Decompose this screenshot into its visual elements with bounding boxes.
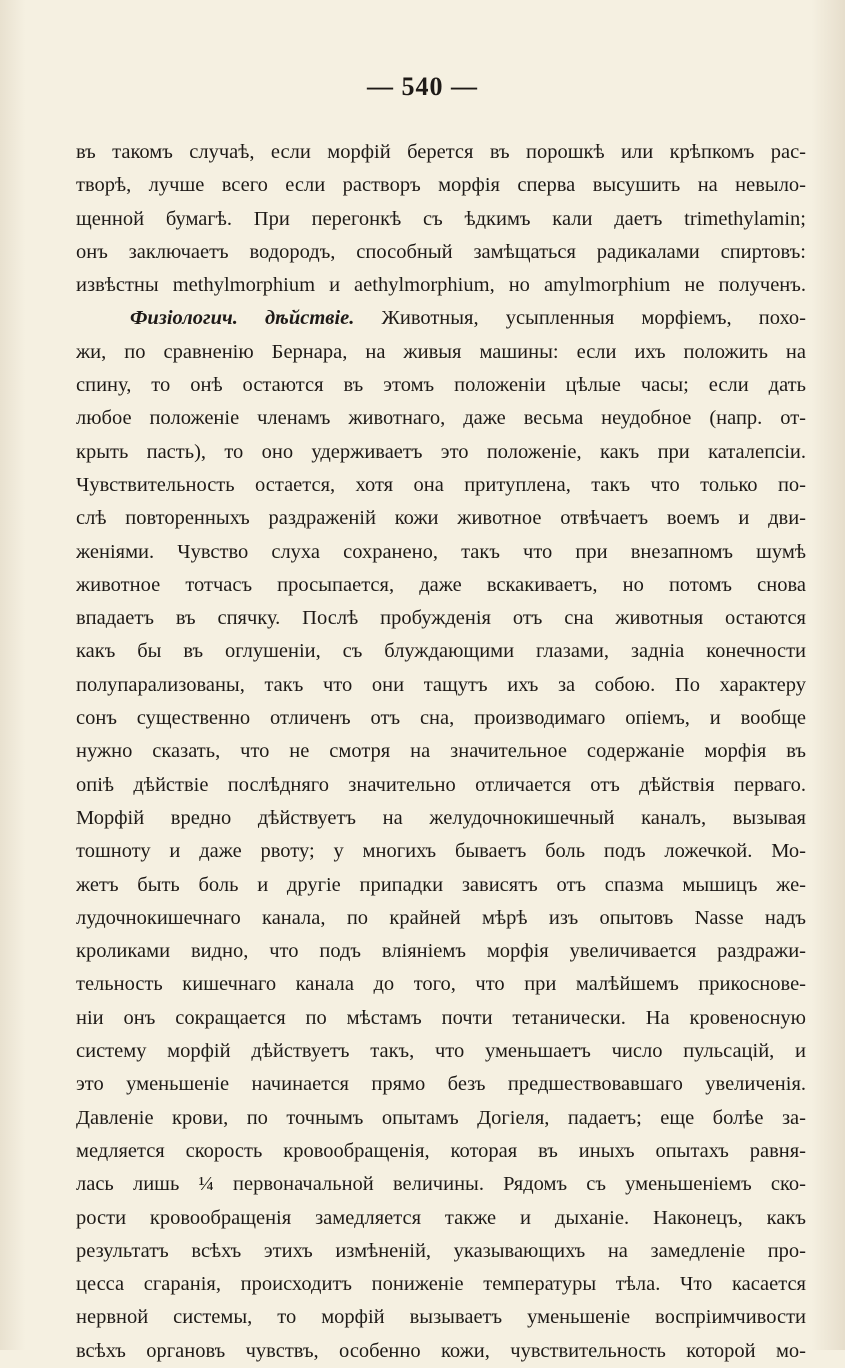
text-line: лась лишь ¼ первоначальной величины. Рядомъ съ уменьшеніемъ ско- bbox=[76, 1173, 806, 1196]
text-line: спину, то онѣ остаются въ этомъ положеніи цѣлые часы; если дать bbox=[76, 374, 806, 397]
text-line: творѣ, лучше всего если растворъ морфія сперва высушить на невылo- bbox=[76, 174, 806, 197]
text-line: систему морфій дѣйствуетъ такъ, что уменьшаетъ число пульсацій, и bbox=[76, 1040, 806, 1063]
text-line: нервной системы, то морфій вызываетъ уменьшеніе воспріимчивости bbox=[76, 1306, 806, 1329]
text-line: рости кровообращенія замедляется также и дыханіе. Наконецъ, какъ bbox=[76, 1206, 806, 1229]
text-line: животное тотчасъ просыпается, даже вскакиваетъ, но потомъ снова bbox=[76, 573, 806, 596]
section-heading: Физіологич. дѣйствіе. bbox=[130, 307, 355, 330]
text-line: медляется скорость кровообращенія, которая въ иныхъ опытахъ равня- bbox=[76, 1139, 806, 1162]
text-line: женіями. Чувство слуха сохранено, такъ что при внезапномъ шумѣ bbox=[76, 540, 806, 563]
text-line: цесса сгаранія, происходитъ пониженіе температуры тѣла. Что касается bbox=[76, 1273, 806, 1296]
text-line: въ такомъ случаѣ, если морфій берется въ порошкѣ или крѣпкомъ рас- bbox=[76, 141, 806, 163]
text-line: любое положеніе членамъ животнаго, даже весьма неудобное (напр. от- bbox=[76, 407, 806, 430]
text-line: сонъ существенно отличенъ отъ сна, производимаго опіемъ, и вообще bbox=[76, 707, 806, 730]
text-line: жи, по сравненію Бернара, на живыя машины: если ихъ положить на bbox=[76, 340, 806, 363]
body-text bbox=[76, 136, 806, 1368]
text-line: онъ заключаетъ водородъ, способный замѣщаться радикалами спиртовъ: bbox=[76, 240, 806, 263]
text-line: Морфій вредно дѣйствуетъ на желудочнокишечный каналъ, вызывая bbox=[76, 806, 806, 829]
text-run: Животныя, усыпленныя морфіемъ, похо- bbox=[354, 307, 806, 330]
text-line: извѣстны methylmorphium и aethylmorphium, но amylmorphium не полученъ. bbox=[76, 274, 806, 297]
text-line: Давленіе крови, по точнымъ опытамъ Догіеля, падаетъ; еще болѣе за- bbox=[76, 1106, 806, 1129]
paragraph-first-line bbox=[76, 302, 806, 335]
text-line: нужно сказать, что не смотря на значительное содержаніе морфія въ bbox=[76, 740, 806, 763]
text-line: кроликами видно, что подъ вліяніемъ морфія увеличивается раздражи- bbox=[76, 940, 806, 963]
text-line: крыть пасть), то оно удерживаетъ это положеніе, какъ при каталепсіи. bbox=[76, 440, 806, 463]
text-line: слѣ повторенныхъ раздраженій кожи животное отвѣчаетъ воемъ и дви- bbox=[76, 507, 806, 530]
page-number: — 540 — bbox=[367, 72, 478, 101]
text-line: Чувствительность остается, хотя она притуплена, такъ что только по- bbox=[76, 473, 806, 496]
text-line: это уменьшеніе начинается прямо безъ предшествовавшаго увеличенія. bbox=[76, 1073, 806, 1096]
text-line: жетъ быть боль и другіе припадки зависятъ отъ спазма мышицъ же- bbox=[76, 873, 806, 896]
text-line: какъ бы въ оглушеніи, съ блуждающими глазами, задніа конечности bbox=[76, 640, 806, 663]
text-line: впадаетъ въ спячку. Послѣ пробужденія отъ сна животныя остаются bbox=[76, 607, 806, 630]
text-line: щенной бумагѣ. При перегонкѣ съ ѣдкимъ кали даетъ trimethylamin; bbox=[76, 207, 806, 230]
text-line: лудочнокишечнаго канала, по крайней мѣрѣ изъ опытовъ Nasse надъ bbox=[76, 906, 806, 929]
text-line: тошноту и даже рвоту; у многихъ бываетъ боль подъ ложечкой. Мо- bbox=[76, 840, 806, 863]
text-line: опіѣ дѣйствіе послѣдняго значительно отличается отъ дѣйствія перваго. bbox=[76, 773, 806, 796]
text-line: результатъ всѣхъ этихъ измѣненій, указывающихъ на замедленіе про- bbox=[76, 1239, 806, 1262]
text-line: всѣхъ органовъ чувствъ, особенно кожи, чувствительность которой мо- bbox=[76, 1339, 806, 1362]
text-line: тельность кишечнаго канала до того, что при малѣйшемъ прикоснове- bbox=[76, 973, 806, 996]
text-line: полупарализованы, такъ что они тащутъ ихъ за собою. По характеру bbox=[76, 673, 806, 696]
text-line: ніи онъ сокращается по мѣстамъ почти тетанически. На кровеносную bbox=[76, 1006, 806, 1029]
